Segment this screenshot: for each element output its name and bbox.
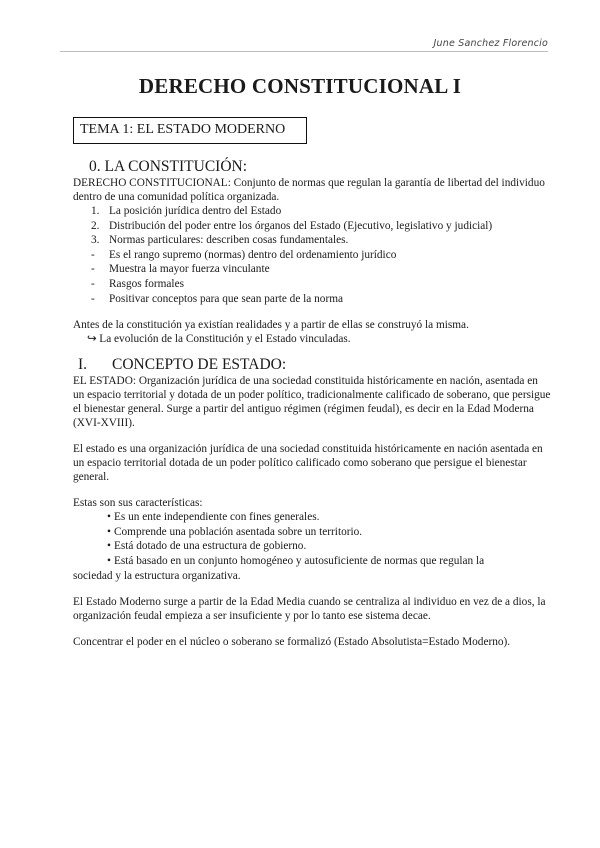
list-item [73, 554, 551, 583]
characteristics-list [73, 510, 551, 583]
bullet-icon: • [107, 525, 111, 538]
list-item [107, 525, 551, 540]
list-item-text: Distribución del poder entre los órganos del Estado (Ejecutivo, legislativo y judicial) [109, 219, 493, 232]
list-item-text: Está basado en un conjunto homogéneo y autosuficiente de normas que regulan la [113, 554, 485, 567]
list-item-text: Es el rango supremo (normas) dentro del ordenamiento jurídico [109, 248, 397, 261]
arrow-note-text: La evolución de la Constitución y el Estado vinculadas. [99, 333, 351, 346]
arrow-note [73, 332, 551, 346]
list-marker: 1. [91, 205, 100, 217]
spacer [73, 484, 551, 496]
header-rule [60, 51, 548, 52]
list-item [73, 248, 551, 263]
list-item [73, 204, 551, 219]
arrow-icon: ↪ [87, 333, 97, 346]
note-paragraph: Antes de la constitución ya existían realidades y a partir de ellas se construyó la misma. [73, 319, 469, 332]
list-item-text: Positivar conceptos para que sean parte de la norma [109, 292, 344, 305]
spacer [73, 583, 551, 595]
spacer [73, 430, 551, 442]
list-item [73, 277, 551, 292]
spacer [73, 623, 551, 635]
constitution-list [73, 204, 551, 306]
bullet-icon: • [107, 540, 111, 553]
list-marker: - [91, 277, 95, 290]
list-marker: - [91, 292, 95, 305]
absolutismo-paragraph: Concentrar el poder en el núcleo o soberano se formalizó (Estado Absolutista=Estado Moderno). [73, 636, 511, 649]
section-heading-estado [73, 356, 551, 374]
list-item [107, 539, 551, 554]
list-item-text: Normas particulares: describen cosas fundamentales. [109, 234, 349, 247]
author-name: June Sanchez Florencio [433, 38, 548, 49]
characteristics-intro: Estas son sus características: [73, 497, 203, 510]
list-item [107, 510, 551, 525]
document-body [73, 158, 551, 649]
list-marker: 3. [91, 234, 100, 247]
section-number: I. [78, 356, 88, 374]
section-title: LA CONSTITUCIÓN: [104, 158, 248, 175]
document-title: DERECHO CONSTITUCIONAL I [138, 74, 462, 98]
list-item-text: Está dotado de una estructura de gobierno. [113, 540, 307, 553]
estado-paragraph: El estado es una organización jurídica de una sociedad constituida históricamente en nación asentada en un espacio territorial dotada de un poder político calificado como soberano que persigue el bienestar general. [73, 443, 543, 484]
bullet-icon: • [107, 554, 111, 567]
list-item-continuation: sociedad y la estructura organizativa. [73, 569, 241, 582]
topic-box [73, 117, 307, 144]
section-title: CONCEPTO DE ESTADO: [112, 356, 287, 374]
definition-paragraph: DERECHO CONSTITUCIONAL: Conjunto de normas que regulan la garantía de libertad del individuo dentro de una comunidad política organizada. [73, 177, 545, 203]
estado-definition: EL ESTADO: Organización jurídica de una sociedad constituida históricamente en nación, asentada en un espacio territorial y dotada de un poder político, tradicionalmente calificado de soberano, que persigue el bienestar general. Surge a partir del antiguo régimen (régimen feudal), es decir en la Edad Moderna (XVI-XVIII). [73, 375, 551, 430]
list-item-text: La posición jurídica dentro del Estado [109, 205, 282, 217]
list-item-text: Comprende una población asentada sobre un territorio. [113, 525, 363, 538]
list-item-text: Rasgos formales [109, 277, 184, 290]
section-number: 0. [89, 158, 101, 175]
list-item [73, 219, 551, 234]
bullet-icon: • [107, 511, 111, 524]
list-item-text: Es un ente independiente con fines generales. [113, 511, 320, 524]
list-item [73, 233, 551, 248]
list-marker: 2. [91, 219, 100, 232]
list-marker: - [91, 248, 95, 261]
topic-title: TEMA 1: EL ESTADO MODERNO [80, 122, 286, 137]
section-heading-constitucion [73, 158, 551, 176]
list-item [73, 292, 551, 307]
list-item-text: Muestra la mayor fuerza vinculante [109, 263, 270, 276]
list-marker: - [91, 263, 95, 276]
spacer [73, 306, 551, 318]
list-item [73, 262, 551, 277]
estado-moderno-paragraph: El Estado Moderno surge a partir de la Edad Media cuando se centraliza al individuo en vez de a dios, la organización feudal empieza a ser insuficiente y por lo tanto ese sistema decae. [73, 596, 546, 623]
